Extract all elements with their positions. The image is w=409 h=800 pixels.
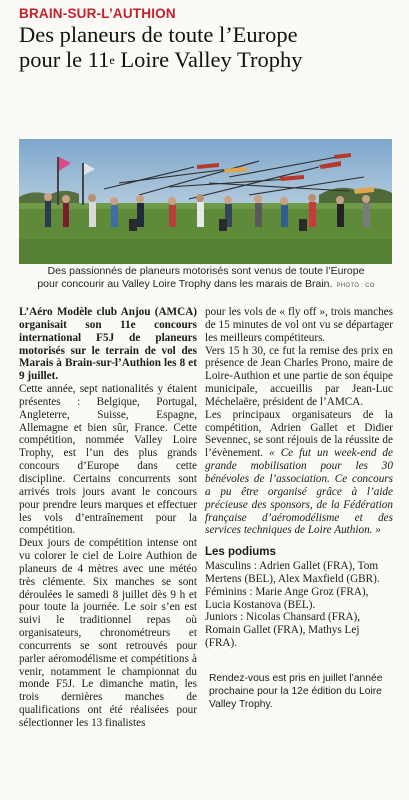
caption-line-1: Des passionnés de planeurs motorisés sont venus de toute l’Europe xyxy=(47,265,365,277)
headline-line-2-end: Loire Valley Trophy xyxy=(114,47,303,72)
article-paragraph: Vers 15 h 30, ce fut la remise des prix en présence de Jean Charles Prono, maire de Loire-Authion et une partie de son équipe municipale, accueillis par Jean-Luc Méchelaëre, président de l’AMCA. xyxy=(205,344,393,408)
section-kicker: BRAIN-SUR-L’AUTHION xyxy=(19,6,176,21)
photo-caption xyxy=(19,265,393,293)
organizers-quote: « Ce fut un week-end de grande mobilisation pour les 30 bénévoles de l’association. Ce concours a pu être organisé grâce à l’aide précieuse des sponsors, de la Fédération française d’aéromodélisme et des services techniques de Loire Authion. » xyxy=(205,447,393,537)
podiums-title: Les podiums xyxy=(205,546,276,559)
article-paragraph: pour les vols de « fly off », trois manches de 15 minutes de vol ont vu se départager les meilleurs compétiteurs. xyxy=(205,306,393,344)
article-paragraph xyxy=(205,409,393,537)
article-column-left xyxy=(19,306,197,730)
headline-ordinal: e xyxy=(109,53,115,67)
caption-line-2: pour concourir au Valley Loire Trophy dans les marais de Brain. xyxy=(37,278,333,290)
organizers-text: Les principaux organisateurs de la compétition, Adrien Gallet et Didier Sevennec, se sont réjouis de la réussite de l’évènement. xyxy=(205,408,393,460)
headline-line-2-start: pour le 11 xyxy=(19,47,110,72)
photo-credit: PHOTO : CO xyxy=(336,283,375,289)
article-photo xyxy=(19,139,392,264)
article-paragraph xyxy=(19,383,197,537)
article-column-right xyxy=(205,306,393,711)
headline-line-1: Des planeurs de toute l’Europe xyxy=(19,22,298,47)
article-headline xyxy=(19,22,399,72)
article-lead: L’Aéro Modèle club Anjou (AMCA) organisait son 11e concours international F5J de planeurs motorisés sur le terrain de vol des Marais à Brain-sur-l’Authion les 8 et 9 juillet. xyxy=(19,306,197,383)
paragraph-nationalities: Cette année, sept nationalités y étaient présentes : Belgique, Portugal, Angleterre, Suisse, Espagne, Allemagne et bien sûr, France. Cette compétition, nommée Valley Loire Trophy, est l’un des plus grands concours d’Europe dans cette discipline. Certains concurrents sont arrivés trois jours avant le concours pour prendre leurs marques et effectuer les vols d’entraînement pour la compétition. xyxy=(19,383,197,537)
podium-juniors: Juniors : Nicolas Chansard (FRA), Romain Gallet (FRA), Mathys Lej (FRA). xyxy=(205,611,361,650)
article-paragraph: Deux jours de compétition intense ont vu colorer le ciel de Loire Authion de planeurs de 4 mètres avec une météo très clémente. Six manches se sont déroulées le samedi 8 juillet dès 9 h et pour toute la journée. Le soir s’en est suivi le traditionnel repas où organisateurs, chronométreurs et concurrents se sont retrouvés pour parler aéromodélisme et compétitions à venir, notamment le championnat du monde F5J. Le dimanche matin, les trois dernières manches de qualifications ont été réalisées pour sélectionner les 13 finalistes xyxy=(19,537,197,729)
closing-note: Rendez-vous est pris en juillet l’année prochaine pour la 12e édition du Loire Valley Trophy. xyxy=(209,672,383,710)
podium-masculins: Masculins : Adrien Gallet (FRA), Tom Mertens (BEL), Alex Maxfield (GBR). xyxy=(205,560,380,585)
podium-feminins: Féminins : Marie Ange Groz (FRA), Lucia Kostanova (BEL). xyxy=(205,585,369,611)
gliders-group-photo xyxy=(19,139,392,264)
